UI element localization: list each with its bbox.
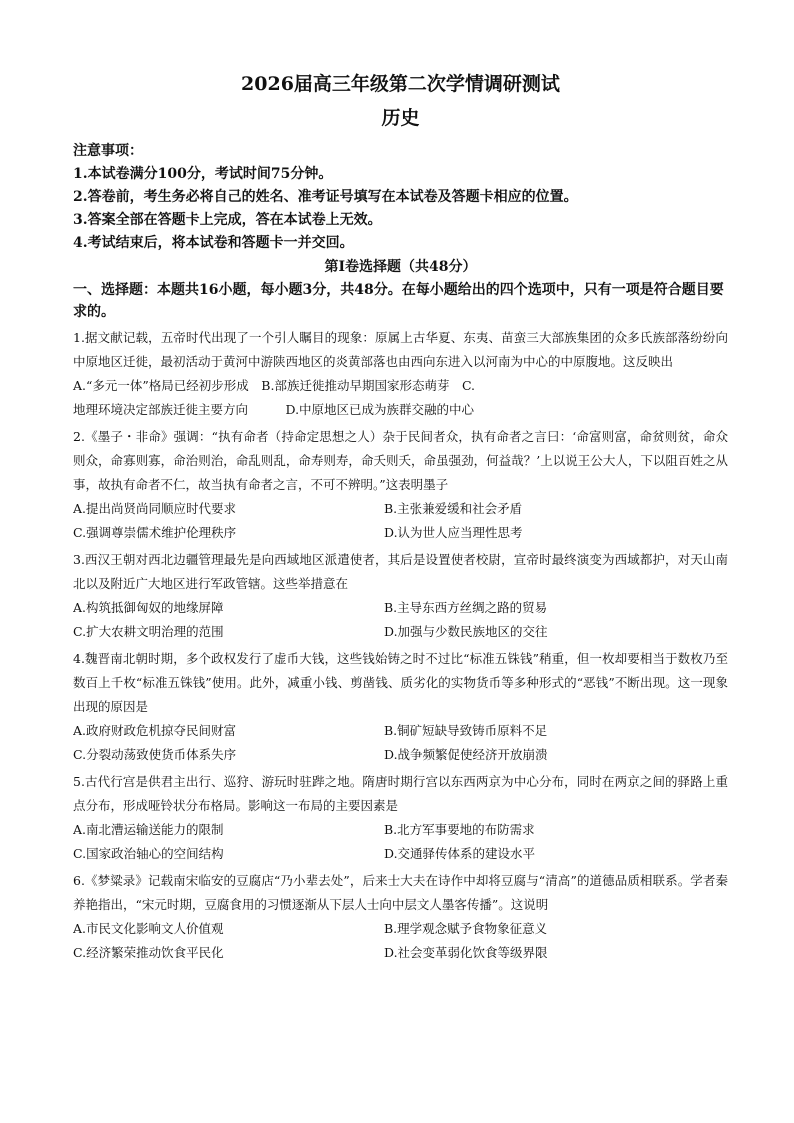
question-options-line: A.“多元一体”格局已经初步形成 B.部族迁徙推动早期国家形态萌芽 C.	[73, 378, 476, 393]
option-c: C.国家政治轴心的空间结构	[73, 846, 224, 861]
notice-block	[73, 140, 728, 255]
option-c: C.经济繁荣推动饮食平民化	[73, 945, 224, 960]
question-options	[73, 917, 728, 965]
question-options	[73, 818, 728, 866]
question-options-line: 地理环境决定部族迁徙主要方向 D.中原地区已成为族群交融的中心	[73, 402, 475, 417]
question-stem: 5.古代行宫是供君主出行、巡狩、游玩时驻跸之地。隋唐时期行宫以东西两京为中心分布，同时在两京之间的驿路上重点分布，形成哑铃状分布格局。影响这一布局的主要因素是	[73, 774, 728, 813]
question-stem: 3.西汉王朝对西北边疆管理最先是向西域地区派遣使者，其后是设置使者校尉，宣帝时最终演变为西域都护，对天山南北以及附近广大地区进行军政管辖。这些举措意在	[73, 552, 728, 591]
option-c: C.强调尊崇儒术维护伦理秩序	[73, 525, 237, 540]
question-stem: 6.《梦粱录》记载南宋临安的豆腐店“乃小辈去处”，后来士大夫在诗作中却将豆腐与“清高”的道德品质相联系。学者秦养艳指出，“宋元时期，豆腐食用的习惯逐渐从下层人士向中层文人墨客传播”。这说明	[73, 873, 728, 912]
exam-title: 2026届高三年级第二次学情调研测试	[241, 73, 560, 95]
exam-subject: 历史	[381, 107, 420, 129]
option-d: D.交通驿传体系的建设水平	[384, 846, 536, 861]
option-b: B.铜矿短缺导致铸币原料不足	[384, 723, 548, 738]
option-a: A.提出尚贤尚同顺应时代要求	[73, 501, 237, 516]
section-intro: 一、选择题：本题共16小题，每小题3分，共48分。在每小题给出的四个选项中，只有一项是符合题目要求的。	[73, 282, 724, 320]
question-2	[73, 425, 728, 545]
section-title: 第Ⅰ卷选择题（共48分）	[324, 259, 477, 275]
option-c: C.分裂动荡致使货币体系失序	[73, 747, 237, 762]
option-a: A.市民文化影响文人价值观	[73, 921, 224, 936]
question-options	[73, 719, 728, 767]
option-b: B.主张兼爱缓和社会矛盾	[384, 501, 523, 516]
question-stem: 2.《墨子・非命》强调：“执有命者（持命定思想之人）杂于民间者众，执有命者之言曰：‘命富则富，命贫则贫，命众则众，命寡则寡，命治则治，命乱则乱，命寿则寿，命夭则夭，命虽强劲，何益哉？’上以说王公大人，下以阻百姓之从事，故执有命者不仁，故当执有命者之言，不可不辨明。”这表明墨子	[73, 429, 728, 492]
question-4	[73, 647, 728, 767]
option-b: B.主导东西方丝绸之路的贸易	[384, 600, 548, 615]
option-d: D.战争频繁促使经济开放崩溃	[384, 747, 548, 762]
notice-item: 1.本试卷满分100分，考试时间75分钟。	[73, 166, 333, 182]
question-options	[73, 596, 728, 644]
question-5	[73, 770, 728, 866]
option-a: A.南北漕运输送能力的限制	[73, 822, 224, 837]
question-3	[73, 548, 728, 644]
question-6	[73, 869, 728, 965]
exam-page	[73, 70, 728, 965]
option-d: D.社会变革弱化饮食等级界限	[384, 945, 548, 960]
option-d: D.认为世人应当理性思考	[384, 525, 523, 540]
option-a: A.政府财政危机掠夺民间财富	[73, 723, 237, 738]
notice-heading: 注意事项：	[73, 143, 143, 159]
option-b: B.北方军事要地的布防需求	[384, 822, 535, 837]
option-d: D.加强与少数民族地区的交往	[384, 624, 548, 639]
notice-item: 3.答案全部在答题卡上完成，答在本试卷上无效。	[73, 212, 382, 228]
option-c: C.扩大农耕文明治理的范围	[73, 624, 224, 639]
notice-item: 2.答卷前，考生务必将自己的姓名、准考证号填写在本试卷及答题卡相应的位置。	[73, 189, 578, 205]
question-stem: 4.魏晋南北朝时期，多个政权发行了虚币大钱，这些钱始铸之时不过比“标准五铢钱”稍重，但一枚却要相当于数枚乃至数百上千枚“标准五铢钱”使用。此外，减重小钱、剪凿钱、质劣化的实物货币等多种形式的“恶钱”不断出现。这一现象出现的原因是	[73, 651, 728, 714]
notice-item: 4.考试结束后，将本试卷和答题卡一并交回。	[73, 235, 354, 251]
option-b: B.理学观念赋予食物象征意义	[384, 921, 548, 936]
question-stem: 1.据文献记载，五帝时代出现了一个引人瞩目的现象：原属上古华夏、东夷、苗蛮三大部族集团的众多氏族部落纷纷向中原地区迁徙，最初活动于黄河中游陕西地区的炎黄部落也由西向东进入以河南为中心的中原腹地。这反映出	[73, 330, 728, 369]
option-a: A.构筑抵御匈奴的地缘屏障	[73, 600, 224, 615]
question-options	[73, 497, 728, 545]
question-1	[73, 326, 728, 422]
